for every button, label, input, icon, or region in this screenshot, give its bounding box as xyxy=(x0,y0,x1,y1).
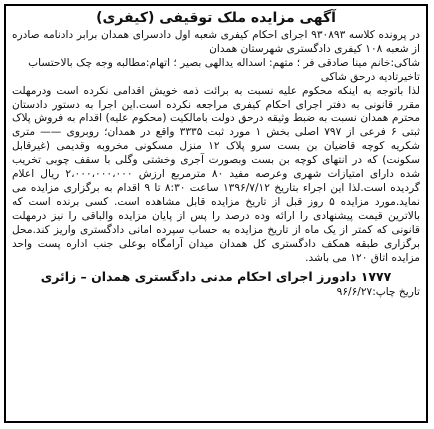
signature-line: ۱۷۷۷ دادورز اجرای احکام مدنی دادگستری همدان – زائری xyxy=(40,269,392,285)
auction-notice xyxy=(4,4,428,423)
case-paragraph: در پرونده کلاسه ۹۳۰۸۹۳ اجرای احکام کیفری شعبه اول دادسرای همدان برابر دادنامه صادره از شعبه ۱۰۸ کیفری دادگستری شهرستان همدان xyxy=(12,29,420,55)
notice-title: آگهی مزایده ملک توقیفی (کیفری) xyxy=(96,10,336,26)
notice-body: لذا باتوجه به اینکه محکوم علیه نسبت به برائت ذمه خویش اقدامی نکرده است ودرمهلت مقرر قانونی به دفتر اجرای احکام کیفری مراجعه نکرده است.این اجرا به دستور دادستان محترم همدان نسبت به ضبط وثیقه درحق دولت بامالکیت (محکوم علیه) اقدام به فروش پلاک ثبتی ۶ فرعی از ۷۹۷ اصلی بخش ۱ مورد ثبت ۳۳۳۵ واقع در همدان؛ روبروی —— متری شکریه کوچه قاضیان بن بست سرو پلاک ۱۲ منزل مسکونی مخروبه وقدیمی (غیرقابل سکونت) که در انتهای کوچه بن بست وبصورت آجری وخشتی وگلی با سقف چوبی تخریب شده دارای امتیازات شهری وعرصه مفید ۸۰ مترمربع ارزش ۲،۰۰۰،۰۰۰،۰۰۰ ریال اعلام گردیده است.لذا این اجراء بتاریخ ۱۳۹۶/۷/۱۲ ساعت ۸:۳۰ تا ۹ اقدام به برگزاری مزایده می نماید.مورد مزایده ۵ روز قبل از تاریخ مزایده قابل مشاهده است. کسی برنده است که بالاترین قیمت پیشنهادی را ارائه وده درصد را پس از پایان مزایده والباقی را نیز درمهلت قانونی که کمتر از یک ماه از تاریخ مزایده به حساب سپرده امانی دادگستری واریز کند.محل برگزاری طبقه همکف دادگستری کل همدان میدان آرامگاه بوعلی جنب اداره پست واحد مزایده اتاق ۱۲۰ می باشد. xyxy=(12,84,420,264)
parties-line: شاکی:خانم مینا صادقی فر ؛ متهم: اسداله یدالهی بصیر ؛ اتهام:مطالبه وجه چک بالاحتساب تاخیرتادیه درحق شاکی xyxy=(28,56,420,83)
print-date: تاریخ چاپ:۹۶/۶/۲۷ xyxy=(336,286,420,299)
